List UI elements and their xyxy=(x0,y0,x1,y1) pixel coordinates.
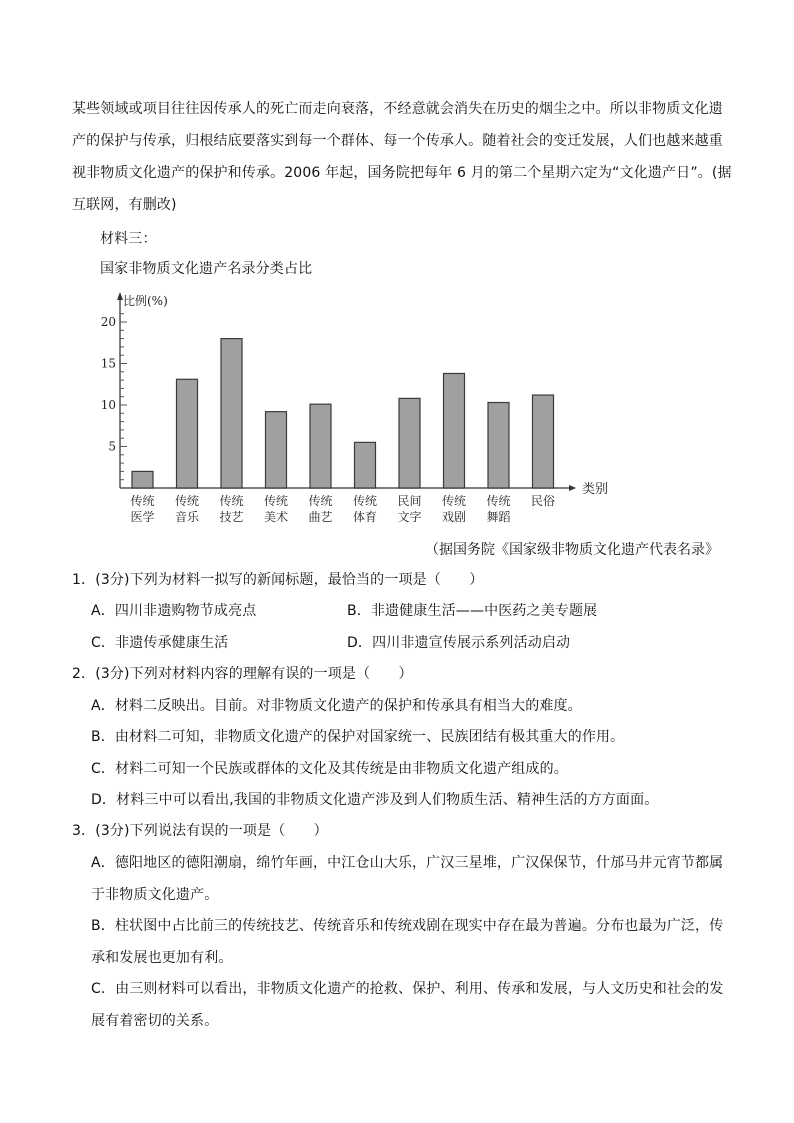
question-3-option-b[interactable]: B．柱状图中占比前三的传统技艺、传统音乐和传统戏剧在现实中存在最为普遍。分布也最为广泛，传 xyxy=(91,918,724,934)
x-tick-label: 传统 xyxy=(174,494,200,508)
question-3-option-c-cont[interactable]: 展有着密切的关系。 xyxy=(91,1013,219,1029)
passage-line-1: 某些领域或项目往往因传承人的死亡而走向衰落，不经意就会消失在历史的烟尘之中。所以非物质文化遗 xyxy=(72,101,723,117)
y-tick-label: 15 xyxy=(100,356,116,371)
bar-传统医学 xyxy=(132,471,153,488)
question-2-option-a[interactable]: A．材料二反映出。目前。对非物质文化遗产的保护和传承具有相当大的难度。 xyxy=(91,698,582,714)
question-2-option-d[interactable]: D．材料三中可以看出,我国的非物质文化遗产涉及到人们物质生活、精神生活的方方面面。 xyxy=(91,792,659,808)
question-1-option-a[interactable]: A．四川非遗购物节成亮点 xyxy=(91,603,257,619)
bar-传统技艺 xyxy=(221,339,242,488)
x-tick-label: 传统 xyxy=(263,494,289,508)
passage-line-2: 产的保护与传承，归根结底要落实到每一个群体、每一个传承人。随着社会的变迁发展，人们也越来越重 xyxy=(72,133,723,149)
material-three-label: 材料三： xyxy=(100,231,157,247)
bar-chart xyxy=(0,0,794,540)
x-tick-label: 传统 xyxy=(308,494,333,508)
question-3-option-c[interactable]: C．由三则材料可以看出，非物质文化遗产的抢救、保护、利用、传承和发展，与人文历史和社会的发 xyxy=(91,981,724,997)
x-tick-label: 传统 xyxy=(130,494,155,508)
bar-传统戏剧 xyxy=(444,373,465,488)
x-tick-label: 传统 xyxy=(219,494,244,508)
question-2-option-c[interactable]: C．材料二可知一个民族或群体的文化及其传统是由非物质文化遗产组成的。 xyxy=(91,761,568,777)
y-ticks xyxy=(101,314,127,480)
x-tick-label: 民间 xyxy=(397,494,422,508)
question-2-option-b[interactable]: B．由材料二可知，非物质文化遗产的保护对国家统一、民族团结有极其重大的作用。 xyxy=(91,729,625,745)
chart-caption: 国家非物质文化遗产名录分类占比 xyxy=(100,261,313,277)
bar-传统曲艺 xyxy=(310,404,331,488)
question-1-stem: 1．(3分)下列为材料一拟写的新闻标题，最恰当的一项是（ ） xyxy=(72,572,484,588)
x-tick-label: 音乐 xyxy=(174,510,200,524)
question-1-option-d[interactable]: D．四川非遗宣传展示系列活动启动 xyxy=(347,635,571,651)
bar-民俗 xyxy=(533,395,554,488)
chart-source: （据国务院《国家级非物质文化遗产代表名录》 xyxy=(425,542,719,558)
passage-line-4: 互联网，有删改) xyxy=(72,197,177,213)
x-tick-label: 传统 xyxy=(486,494,511,508)
x-tick-label: 传统 xyxy=(352,494,378,508)
bar-传统舞蹈 xyxy=(488,403,509,488)
question-1-option-c[interactable]: C．非遗传承健康生活 xyxy=(91,635,229,651)
x-tick-label: 民俗 xyxy=(530,494,556,508)
x-tick-label: 舞蹈 xyxy=(486,510,511,524)
y-tick-label: 20 xyxy=(100,315,116,329)
x-tick-label: 美术 xyxy=(263,510,289,524)
x-tick-labels xyxy=(130,493,555,524)
question-2-stem: 2．(3分)下列对材料内容的理解有误的一项是（ ） xyxy=(72,666,413,682)
x-tick-label: 文字 xyxy=(397,510,422,524)
question-3-option-a-cont[interactable]: 于非物质文化遗产。 xyxy=(91,887,219,903)
passage-line-3: 视非物质文化遗产的保护和传承。2006 年起，国务院把每年 6 月的第二个星期六定为“文化遗产日”。(据 xyxy=(72,165,732,181)
question-3-stem: 3．(3分)下列说法有误的一项是（ ） xyxy=(72,823,328,839)
x-tick-label: 技艺 xyxy=(219,510,244,524)
question-1-option-b[interactable]: B．非遗健康生活——中医药之美专题展 xyxy=(347,603,598,619)
x-tick-label: 戏剧 xyxy=(441,510,467,524)
bar-传统美术 xyxy=(266,412,287,488)
bars xyxy=(132,339,554,488)
question-3-option-b-cont[interactable]: 承和发展也更加有利。 xyxy=(91,950,233,966)
y-axis-label: 比例(%) xyxy=(123,294,168,308)
y-tick-label: 5 xyxy=(108,439,116,454)
bar-民间文字 xyxy=(399,398,420,488)
x-tick-label: 传统 xyxy=(441,494,467,508)
x-axis-label: 类别 xyxy=(582,482,609,497)
x-axis-arrow-icon xyxy=(569,485,576,491)
bar-传统音乐 xyxy=(177,379,198,488)
x-tick-label: 体育 xyxy=(352,510,378,524)
x-tick-label: 曲艺 xyxy=(308,510,333,524)
y-tick-label: 10 xyxy=(100,398,116,412)
bar-传统体育 xyxy=(355,442,376,488)
x-tick-label: 医学 xyxy=(130,510,155,524)
question-3-option-a[interactable]: A．德阳地区的德阳潮扇，绵竹年画，中江仓山大乐，广汉三星堆，广汉保保节，什邡马井元宵节都属 xyxy=(91,855,724,871)
